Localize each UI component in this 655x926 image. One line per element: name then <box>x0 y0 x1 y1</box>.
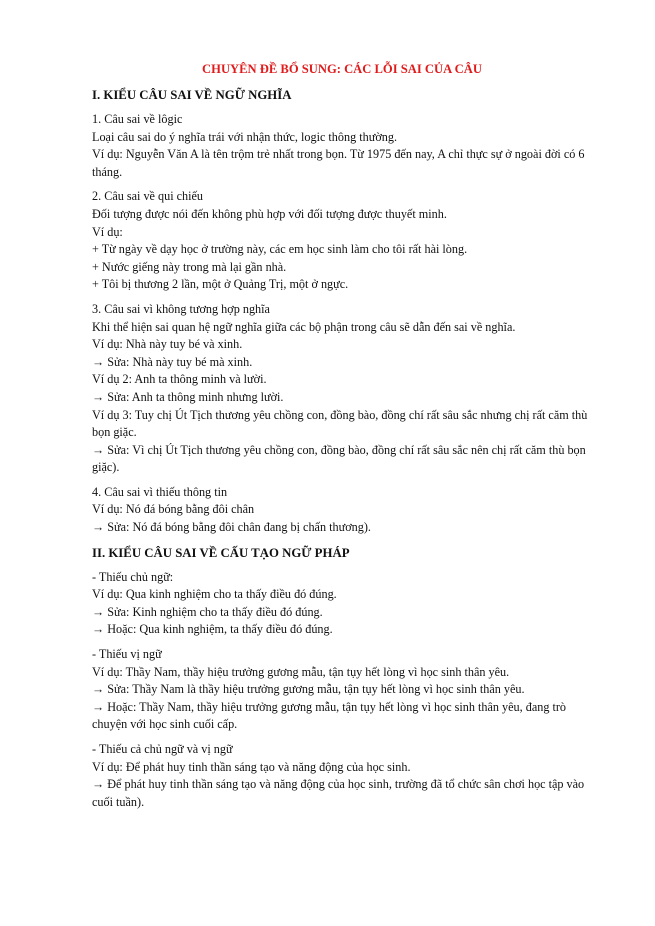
text-line: Khi thể hiện sai quan hệ ngữ nghĩa giữa các bộ phận trong câu sẽ dẫn đến sai về nghĩa. <box>92 319 516 334</box>
document-page <box>92 60 592 818</box>
section2-block <box>92 646 592 734</box>
text-line: + Từ ngày về dạy học ở trường này, các em học sinh làm cho tôi rất hài lòng. <box>92 242 468 257</box>
section1-block <box>92 188 592 294</box>
text-line: Ví dụ: Nhà này tuy bé và xinh. <box>92 337 243 352</box>
block-heading: 2. Câu sai về qui chiếu <box>92 189 204 204</box>
section2-block <box>92 569 592 639</box>
section2-heading: II. KIỂU CÂU SAI VỀ CẤU TẠO NGỮ PHÁP <box>92 545 350 560</box>
text-line: → Sửa: Nhà này tuy bé mà xinh. <box>92 354 253 369</box>
text-line: + Tôi bị thương 2 lần, một ở Quảng Trị, một ở ngực. <box>92 277 349 292</box>
text-line: → Sửa: Nó đá bóng bằng đôi chân đang bị chấn thương). <box>92 520 371 535</box>
text-line: Ví dụ: Thầy Nam, thầy hiệu trưởng gương mẫu, tận tụy hết lòng vì học sinh thân yêu. <box>92 664 510 679</box>
text-line: → Hoặc: Thầy Nam, thầy hiệu trưởng gương mẫu, tận tụy hết lòng vì học sinh thân yêu, đang trò chuyện với học sinh cuối cấp. <box>92 699 567 732</box>
text-line: + Nước giếng này trong mà lại gần nhà. <box>92 259 287 274</box>
text-line: Ví dụ: <box>92 224 123 239</box>
text-line: → Để phát huy tinh thần sáng tạo và năng động của học sinh, trường đã tổ chức sân chơi học tập vào cuối tuần). <box>92 777 585 809</box>
section1-block <box>92 301 592 477</box>
text-line: Ví dụ: Qua kinh nghiệm cho ta thấy điều đó đúng. <box>92 587 337 602</box>
document-title: CHUYÊN ĐỀ BỔ SUNG: CÁC LỖI SAI CỦA CÂU <box>202 62 482 76</box>
text-line: → Sửa: Kinh nghiệm cho ta thấy điều đó đúng. <box>92 604 323 619</box>
text-line: → Sửa: Anh ta thông minh nhưng lười. <box>92 389 284 404</box>
section2-block <box>92 741 592 811</box>
block-heading: 3. Câu sai vì không tương hợp nghĩa <box>92 301 270 316</box>
section1-heading: I. KIỂU CÂU SAI VỀ NGỮ NGHĨA <box>92 88 292 102</box>
section1-block <box>92 111 592 181</box>
block-heading: 1. Câu sai về lôgic <box>92 112 183 126</box>
text-line: Ví dụ 3: Tuy chị Út Tịch thương yêu chồng con, đồng bào, đồng chí rất sâu sắc nhưng chị rất căm thù bọn giặc. <box>92 407 588 440</box>
text-line: → Sửa: Thầy Nam là thầy hiệu trưởng gương mẫu, tận tụy hết lòng vì học sinh thân yêu. <box>92 682 525 697</box>
block-heading: - Thiếu chủ ngữ: <box>92 569 174 584</box>
block-heading: - Thiếu vị ngữ <box>92 647 162 662</box>
text-line: → Sửa: Vì chị Út Tịch thương yêu chồng con, đồng bào, đồng chí rất sâu sắc nên chị rất căm thù bọn giặc). <box>92 442 586 475</box>
text-line: Loại câu sai do ý nghĩa trái với nhận thức, logic thông thường. <box>92 129 397 144</box>
section1-block <box>92 484 592 537</box>
section2-body <box>92 569 592 812</box>
block-heading: 4. Câu sai vì thiếu thông tin <box>92 484 228 499</box>
text-line: → Hoặc: Qua kinh nghiệm, ta thấy điều đó đúng. <box>92 622 333 637</box>
block-heading: - Thiếu cả chủ ngữ và vị ngữ <box>92 742 233 756</box>
text-line: Đối tượng được nói đến không phù hợp với đối tượng được thuyết minh. <box>92 206 447 221</box>
text-line: Ví dụ: Nó đá bóng bằng đôi chân <box>92 502 255 517</box>
text-line: Ví dụ 2: Anh ta thông minh và lười. <box>92 372 267 387</box>
section1-body <box>92 111 592 537</box>
text-line: Ví dụ: Để phát huy tinh thần sáng tạo và năng động của học sinh. <box>92 759 411 774</box>
text-line: Ví dụ: Nguyễn Văn A là tên trộm trẻ nhất trong bọn. Từ 1975 đến nay, A chỉ thực sự ở ngoài đời có 6 tháng. <box>92 147 585 179</box>
